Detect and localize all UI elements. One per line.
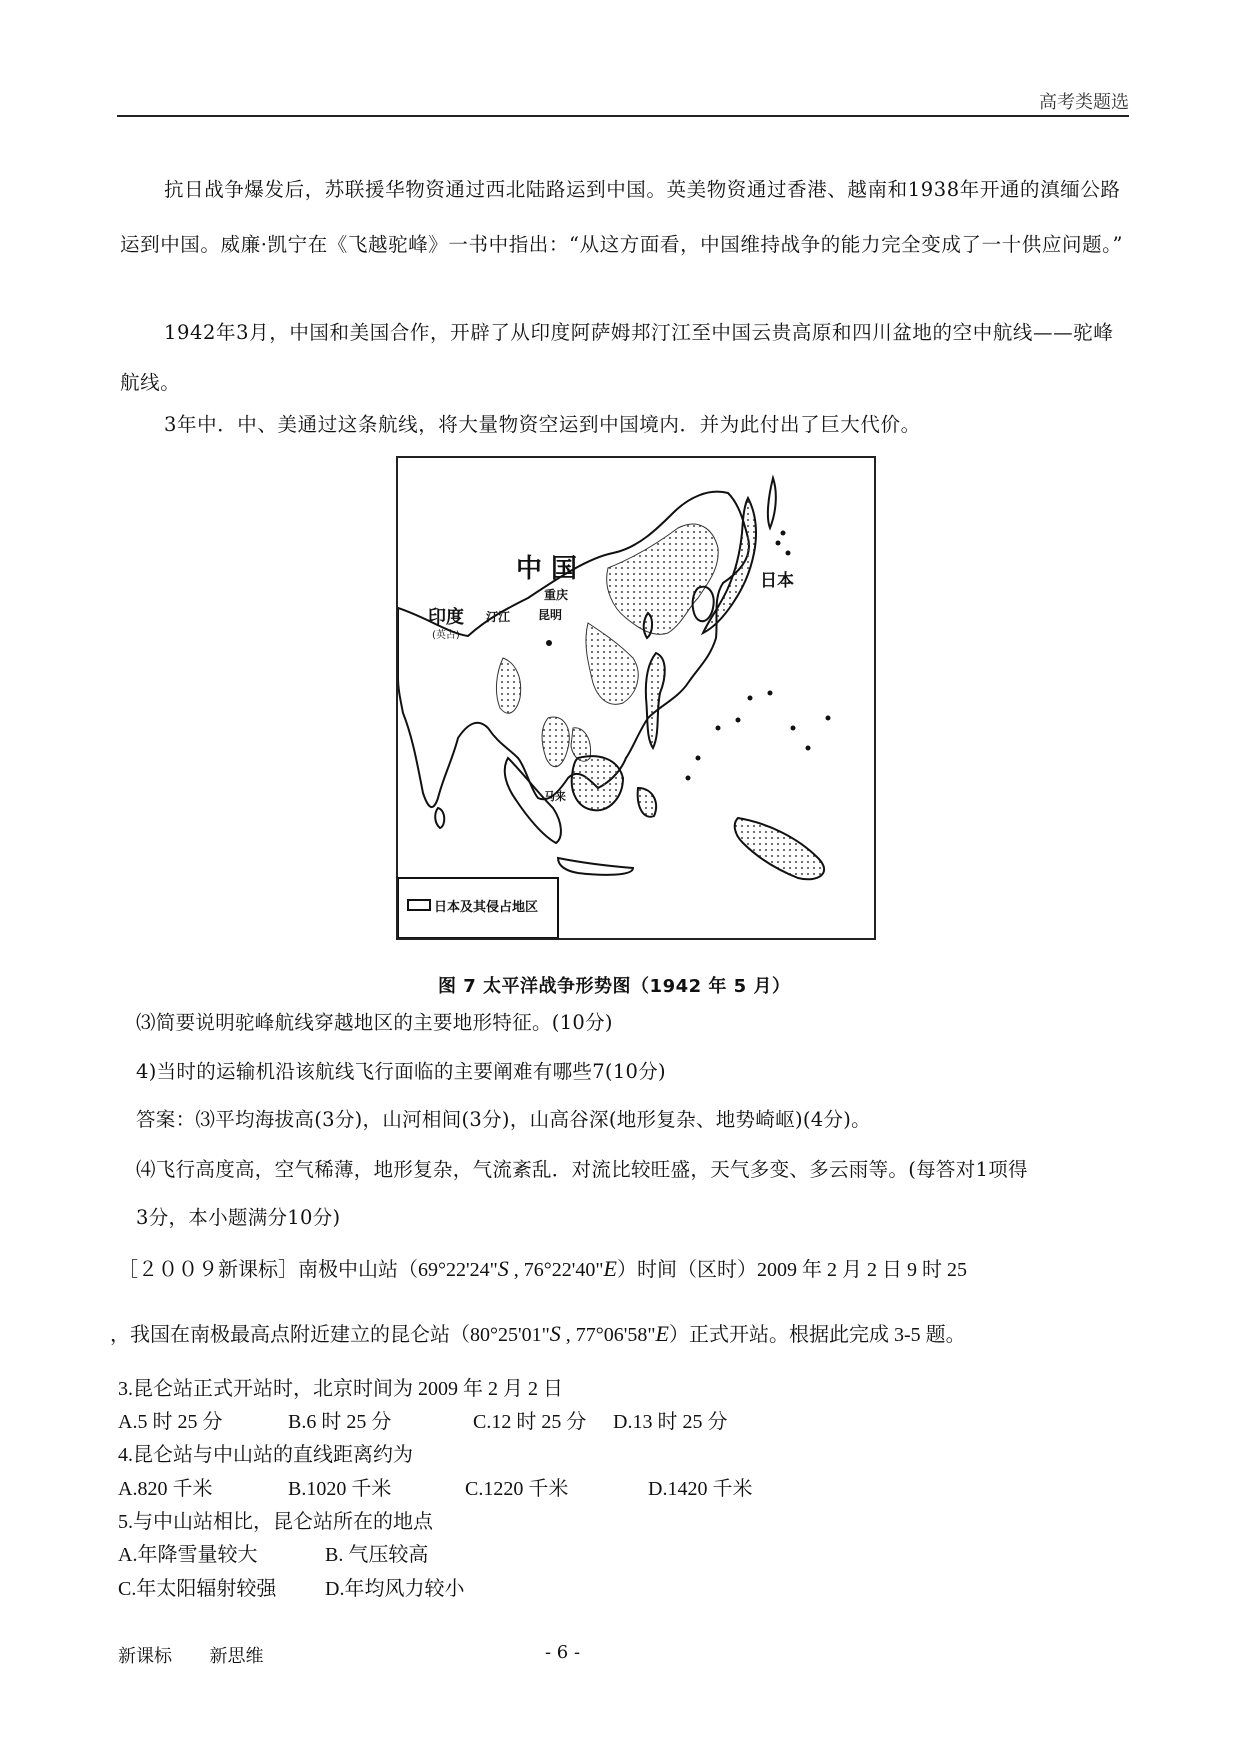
q3-option-b: B.6 时 25 分 <box>288 1411 392 1433</box>
map-label-china: 中 国 <box>516 554 578 584</box>
map-label-kunming: 昆明 <box>538 608 563 622</box>
exam-line1-prefix: ［２００９新课标］南极中山站（ <box>118 1259 418 1281</box>
question-4: 4)当时的运输机沿该航线飞行面临的主要阐难有哪些7(10分) <box>136 1060 666 1083</box>
coord1-lon-dir: E <box>603 1256 617 1281</box>
map-label-india: 印度 <box>428 607 464 628</box>
coord2-lat-dir: S <box>549 1321 561 1346</box>
exam-question-3: 3.昆仑站正式开站时，北京时间为 2009 年 2 月 2 日 <box>118 1378 563 1400</box>
coord1-lat-dir: S <box>497 1256 509 1281</box>
q3-option-a: A.5 时 25 分 <box>118 1411 223 1433</box>
exam-line1-suffix: ）时间（区时）2009 年 2 月 2 日 9 时 25 <box>616 1259 967 1281</box>
q5-option-a: A.年降雪量较大 <box>118 1544 258 1566</box>
map-label-japan: 日本 <box>760 571 794 591</box>
paragraph-1: 抗日战争爆发后，苏联援华物资通过西北陆路运到中国。英美物资通过香港、越南和1938年开通的滇缅公路运到中国。威廉·凯宁在《飞越驼峰》一书中指出：“从这方面看，中国维持战争的能力完全变成了一十供应问题。” <box>120 178 1124 256</box>
q5-option-b: B. 气压较高 <box>325 1544 429 1566</box>
coord2-lat: 80°25'01" <box>470 1324 550 1346</box>
header-title: 高考类题选 <box>1039 92 1129 113</box>
map-legend: 日本及其侵占地区 <box>434 900 539 915</box>
paragraph-2: 1942年3月，中国和美国合作，开辟了从印度阿萨姆邦汀江至中国云贵高原和四川盆地的空中航线——驼峰航线。 <box>120 321 1114 394</box>
footer-left-1: 新课标 <box>118 1646 172 1667</box>
exam-line2-prefix: ，我国在南极最高点附近建立的昆仑站（ <box>110 1324 470 1346</box>
coord1-lon: 76°22'40" <box>523 1259 604 1281</box>
page-number: - 6 - <box>545 1642 581 1663</box>
q3-option-d: D.13 时 25 分 <box>613 1411 728 1433</box>
q5-option-d: D.年均风力较小 <box>325 1578 465 1600</box>
header-rule <box>117 115 1129 117</box>
answer-3: 答案：⑶平均海拔高(3分)，山河相间(3分)，山高谷深(地形复杂、地势崎岖)(4分)。 <box>136 1108 871 1131</box>
paragraph-3: 3年中．中、美通过这条航线，将大量物资空运到中国境内．并为此付出了巨大代价。 <box>164 413 921 436</box>
map-label-ma: 马来 <box>544 790 566 803</box>
footer-left <box>118 1642 263 1668</box>
q4-option-c: C.1220 千米 <box>465 1478 569 1500</box>
map-label-india-sub: (英占) <box>432 630 460 641</box>
coord2-lon-dir: E <box>655 1321 669 1346</box>
question-3: ⑶简要说明驼峰航线穿越地区的主要地形特征。(10分) <box>136 1011 613 1034</box>
q5-option-c: C.年太阳辐射较强 <box>118 1578 277 1600</box>
q3-option-c: C.12 时 25 分 <box>473 1411 587 1433</box>
map-label-chongqing: 重庆 <box>544 588 569 602</box>
exam-intro-line2: ，我国在南极最高点附近建立的昆仑站（80°25'01"S , 77°06'58"E）正式开站。根据此完成 3-5 题。 <box>110 1321 966 1346</box>
exam-line2-suffix: ）正式开站。根据此完成 3-5 题。 <box>668 1324 966 1346</box>
footer-left-2: 新思维 <box>209 1646 264 1667</box>
q4-option-b: B.1020 千米 <box>288 1478 392 1500</box>
q4-option-d: D.1420 千米 <box>648 1478 753 1500</box>
answer-4-line2: 3分，本小题满分10分) <box>136 1206 341 1229</box>
map-drawing <box>398 458 874 938</box>
exam-question-5: 5.与中山站相比，昆仑站所在的地点 <box>118 1511 433 1533</box>
coord1-lat: 69°22'24" <box>418 1259 498 1281</box>
exam-question-4: 4.昆仑站与中山站的直线距离约为 <box>118 1444 413 1466</box>
exam-intro-line1: ［２００９新课标］南极中山站（69°22'24"S , 76°22'40"E）时间（区时）2009 年 2 月 2 日 9 时 25 <box>118 1256 967 1281</box>
pacific-war-map <box>396 456 876 940</box>
map-label-dingjiang: 汀江 <box>486 610 511 624</box>
answer-4-line1: ⑷飞行高度高，空气稀薄，地形复杂，气流紊乱．对流比较旺盛，天气多变、多云雨等。(每答对1项得 <box>136 1158 1028 1181</box>
coord2-lon: 77°06'58" <box>575 1324 656 1346</box>
figure-caption: 图 7 太平洋战争形势图（1942 年 5 月） <box>438 976 791 997</box>
q4-option-a: A.820 千米 <box>118 1478 213 1500</box>
